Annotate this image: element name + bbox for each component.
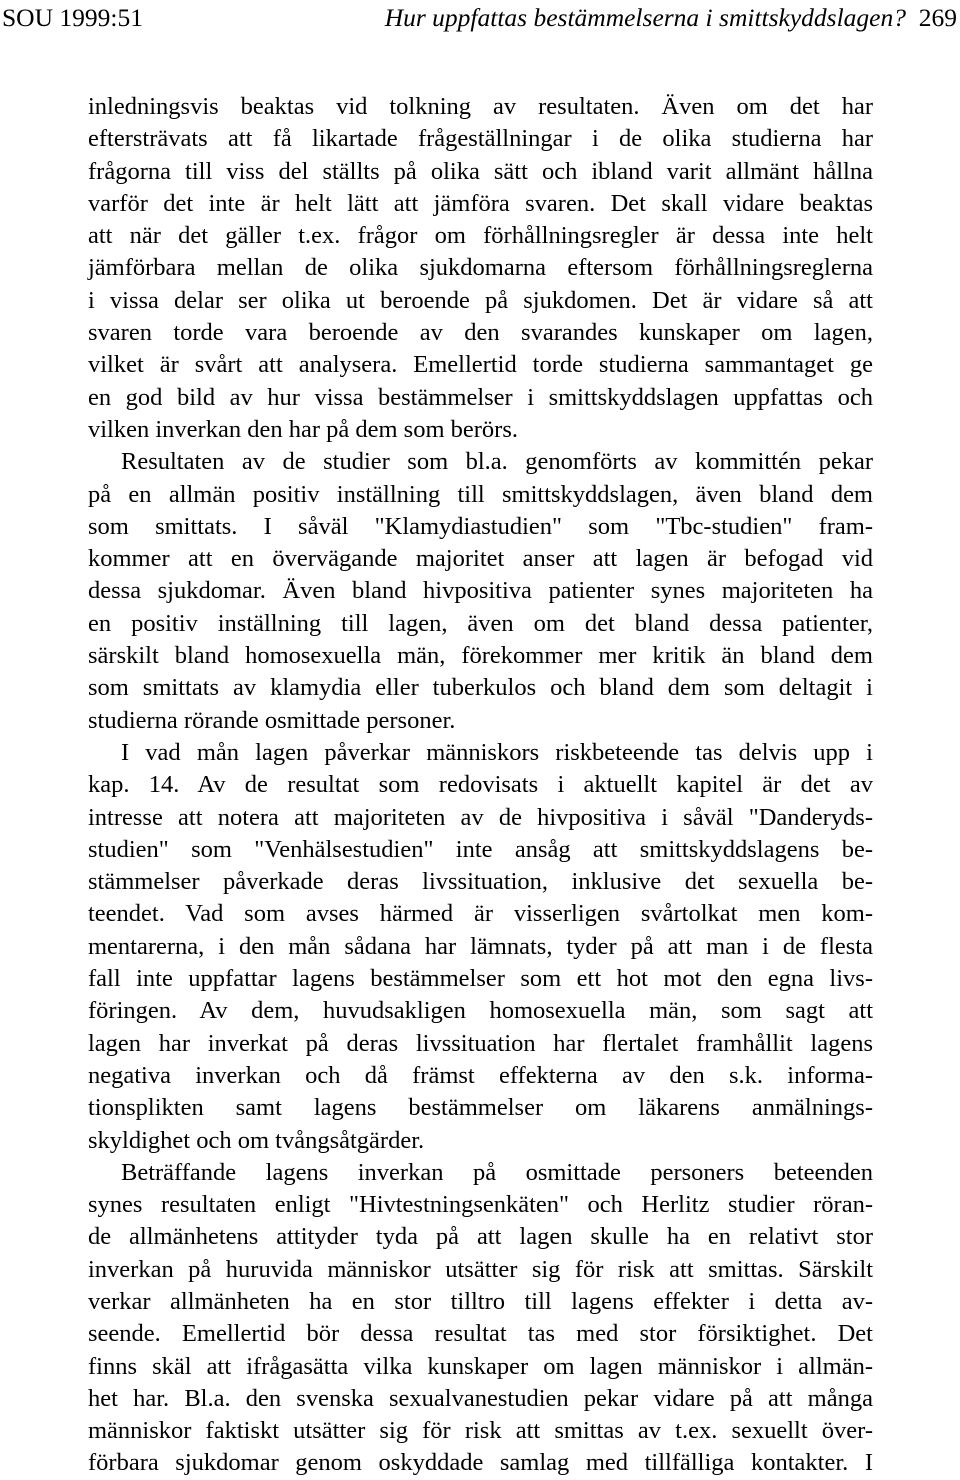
page-number: 269 [918,3,957,32]
text-line: negativa inverkan och då främst effekterna av den s.k. informa- [88,1061,873,1089]
running-header [2,0,957,36]
text-line: vilket är svårt att analysera. Emellertid torde studierna sammantaget ge [88,351,873,379]
text-line: fall inte uppfattar lagens bestämmelser som ett hot mot den egna livs- [88,965,873,993]
text-line: en positiv inställning till lagen, även om det bland dessa patienter, [88,609,873,637]
text-line: varför det inte är helt lätt att jämföra svaren. Det skall vidare beaktas [88,189,873,217]
text-line: mentarerna, i den mån sådana har lämnats, tyder på att man i de flesta [88,932,873,960]
text-line: i vissa delar ser olika ut beroende på sjukdomen. Det är vidare så att [88,286,873,314]
text-line: verkar allmänheten ha en stor tilltro till lagens effekter i detta av- [88,1287,873,1315]
text-line: studien" som "Venhälsestudien" inte ansåg att smittskyddslagens be- [88,835,873,863]
text-line: kommer att en övervägande majoritet anser att lagen är befogad vid [88,545,873,573]
text-line: tionsplikten samt lagens bestämmelser om läkarens anmälnings- [88,1094,873,1122]
chapter-title: Hur uppfattas bestämmelserna i smittskyddslagen? [384,3,906,32]
text-line: svaren torde vara beroende av den svarandes kunskaper om lagen, [88,319,873,347]
text-line: på en allmän positiv inställning till smittskyddslagen, även bland dem [88,480,873,508]
text-line: som smittats. I såväl "Klamydiastudien" som "Tbc-studien" fram- [88,512,873,540]
text-line: skyldighet och om tvångsåtgärder. [88,1126,425,1154]
text-line: vilken inverkan den har på dem som berörs. [88,415,518,443]
paragraph [88,446,873,737]
text-line: särskilt bland homosexuella män, förekommer mer kritik än bland dem [88,642,873,670]
text-line: jämförbara mellan de olika sjukdomarna eftersom förhållningsreglerna [88,254,873,282]
text-line: förbara sjukdomar genom oskyddade samlag med tillfälliga kontakter. I [88,1449,873,1477]
paragraph [88,1157,873,1480]
text-line: kap. 14. Av de resultat som redovisats i aktuellt kapitel är det av [88,771,873,799]
text-line: studierna rörande osmittade personer. [88,706,456,734]
text-line: en god bild av hur vissa bestämmelser i smittskyddslagen uppfattas och [88,383,873,411]
text-line: teendet. Vad som avses härmed är visserligen svårtolkat men kom- [88,900,873,928]
text-line: finns skäl att ifrågasätta vilka kunskaper om lagen människor i allmän- [88,1352,873,1380]
text-line: intresse att notera att majoriteten av de hivpositiva i såväl "Danderyds- [88,803,873,831]
text-line: inledningsvis beaktas vid tolkning av resultaten. Även om det har [88,93,873,120]
text-line: Beträffande lagens inverkan på osmittade personers beteenden [121,1158,873,1186]
text-line: inverkan på huruvida människor utsätter sig för risk att smittas. Särskilt [88,1255,873,1283]
text-line: lagen har inverkat på deras livssituation har flertalet framhållit lagens [88,1029,873,1057]
text-line: frågorna till viss del ställts på olika sätt och ibland varit allmänt hållna [88,157,873,185]
paragraph [88,737,873,1157]
text-line: het har. Bl.a. den svenska sexualvanestudien pekar vidare på att många [88,1384,873,1412]
text-line: synes resultaten enligt "Hivtestningsenkäten" och Herlitz studier röran- [88,1191,873,1219]
text-line: människor faktiskt utsätter sig för risk att smittas av t.ex. sexuellt över- [88,1417,873,1445]
text-line: dessa sjukdomar. Även bland hivpositiva patienter synes majoriteten ha [88,577,873,605]
text-line: eftersträvats att få likartade frågeställningar i de olika studierna har [88,125,873,153]
text-line: att när det gäller t.ex. frågor om förhållningsregler är dessa inte helt [88,222,873,250]
text-line: som smittats av klamydia eller tuberkulos och bland dem som deltagit i [88,674,873,702]
body-text [88,91,873,1480]
report-series-label: SOU 1999:51 [2,3,143,32]
text-line: Resultaten av de studier som bl.a. genomförts av kommittén pekar [121,448,873,476]
text-line: föringen. Av dem, huvudsakligen homosexuella män, som sagt att [88,997,873,1025]
header-right-group [385,0,957,36]
paragraph [88,91,873,446]
text-line: de allmänhetens attityder tyda på att lagen skulle ha en relativt stor [88,1223,873,1251]
text-line: stämmelser påverkade deras livssituation, inklusive det sexuella be- [88,868,873,896]
text-line: seende. Emellertid bör dessa resultat tas med stor försiktighet. Det [88,1320,873,1348]
text-line: I vad mån lagen påverkar människors riskbeteende tas delvis upp i [121,738,873,766]
